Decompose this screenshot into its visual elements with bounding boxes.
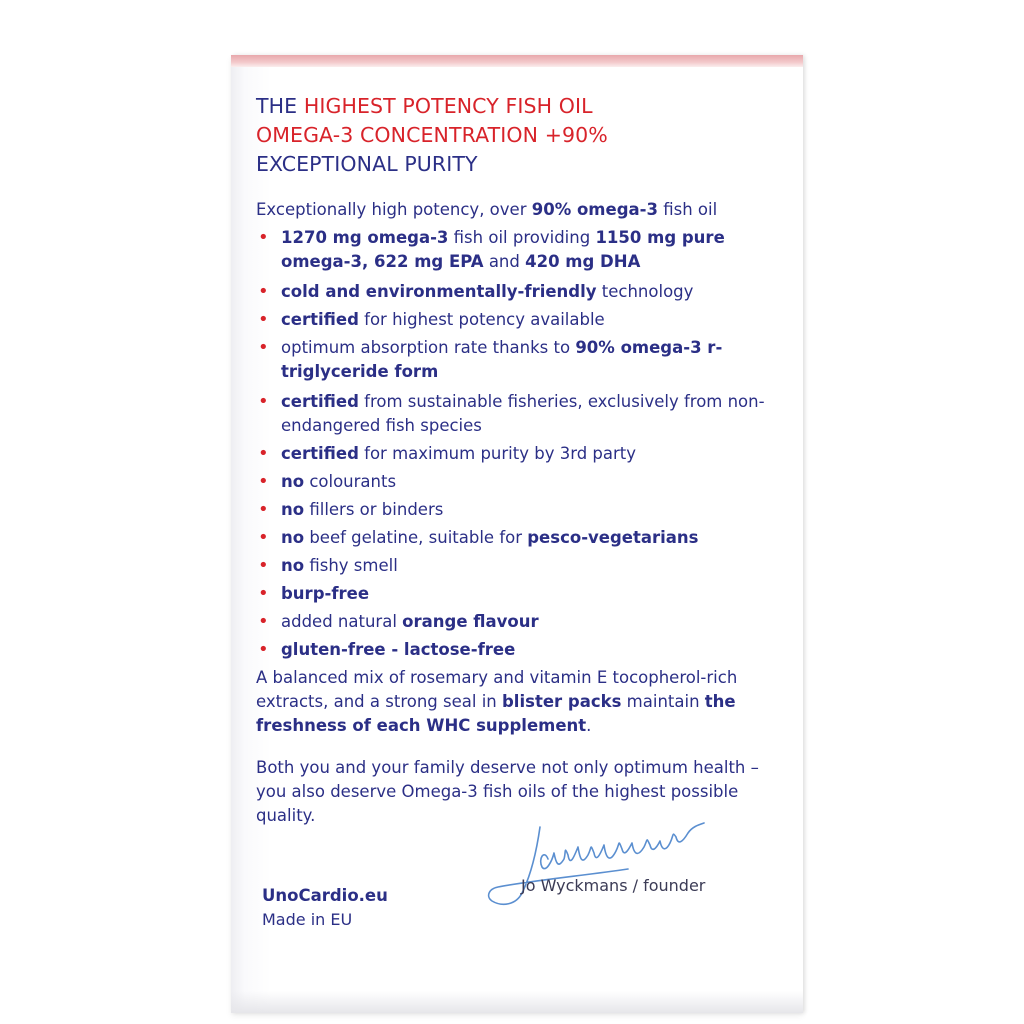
bullet-icon: •	[258, 471, 269, 492]
founder-caption: Jo Wyckmans / founder	[521, 876, 706, 895]
freshness-paragraph: A balanced mix of rosemary and vitamin E tocopherol-rich extracts, and a strong seal in blister packs maintain the freshness of each WHC supplement.	[256, 668, 738, 735]
product-description	[256, 196, 786, 828]
box-top-edge	[231, 55, 803, 67]
founder-signature	[478, 815, 718, 915]
made-in-label: Made in EU	[262, 910, 353, 929]
headline-line-1: THE HIGHEST POTENCY FISH OIL	[256, 94, 593, 118]
list-item: • 1270 mg omega-3 fish oil providing 1150 mg pure omega-3, 622 mg EPA and 420 mg DHA	[258, 227, 725, 271]
bullet-icon: •	[258, 227, 269, 248]
website-link[interactable]: UnoCardio.eu	[262, 886, 388, 905]
headline-line-3: EXCEPTIONAL PURITY	[256, 152, 478, 176]
list-item: • cold and environmentally-friendly technology	[258, 281, 694, 302]
bullet-icon: •	[258, 555, 269, 576]
list-item: • no beef gelatine, suitable for pesco-vegetarians	[258, 527, 699, 548]
bullet-icon: •	[258, 391, 269, 412]
headline	[256, 92, 776, 179]
intro-text: Exceptionally high potency, over 90% omega-3 fish oil	[256, 200, 718, 219]
bullet-icon: •	[258, 639, 269, 660]
list-item: • optimum absorption rate thanks to 90% omega-3 r-triglyceride form	[258, 337, 723, 381]
bullet-icon: •	[258, 443, 269, 464]
bullet-icon: •	[258, 527, 269, 548]
list-item: • gluten-free - lactose-free	[258, 639, 516, 660]
bullet-icon: •	[258, 499, 269, 520]
bullet-icon: •	[258, 281, 269, 302]
bullet-icon: •	[258, 309, 269, 330]
box-bottom-shadow	[231, 991, 803, 1013]
closing-paragraph: Both you and your family deserve not only optimum health – you also deserve Omega-3 fish oils of the highest possible quality.	[256, 758, 759, 825]
list-item: • certified for maximum purity by 3rd party	[258, 443, 637, 464]
list-item: • no colourants	[258, 471, 397, 492]
bullet-icon: •	[258, 611, 269, 632]
list-item: • certified from sustainable fisheries, exclusively from non-endangered fish species	[258, 391, 765, 435]
headline-highlight: HIGHEST POTENCY FISH OIL	[303, 94, 593, 118]
list-item: • no fishy smell	[258, 555, 398, 576]
list-item: • certified for highest potency available	[258, 309, 605, 330]
bullet-icon: •	[258, 583, 269, 604]
feature-list	[256, 226, 786, 666]
list-item: • burp-free	[258, 583, 370, 604]
headline-line-2: OMEGA-3 CONCENTRATION +90%	[256, 123, 608, 147]
list-item: • added natural orange flavour	[258, 611, 539, 632]
bullet-icon: •	[258, 337, 269, 358]
list-item: • no fillers or binders	[258, 499, 444, 520]
